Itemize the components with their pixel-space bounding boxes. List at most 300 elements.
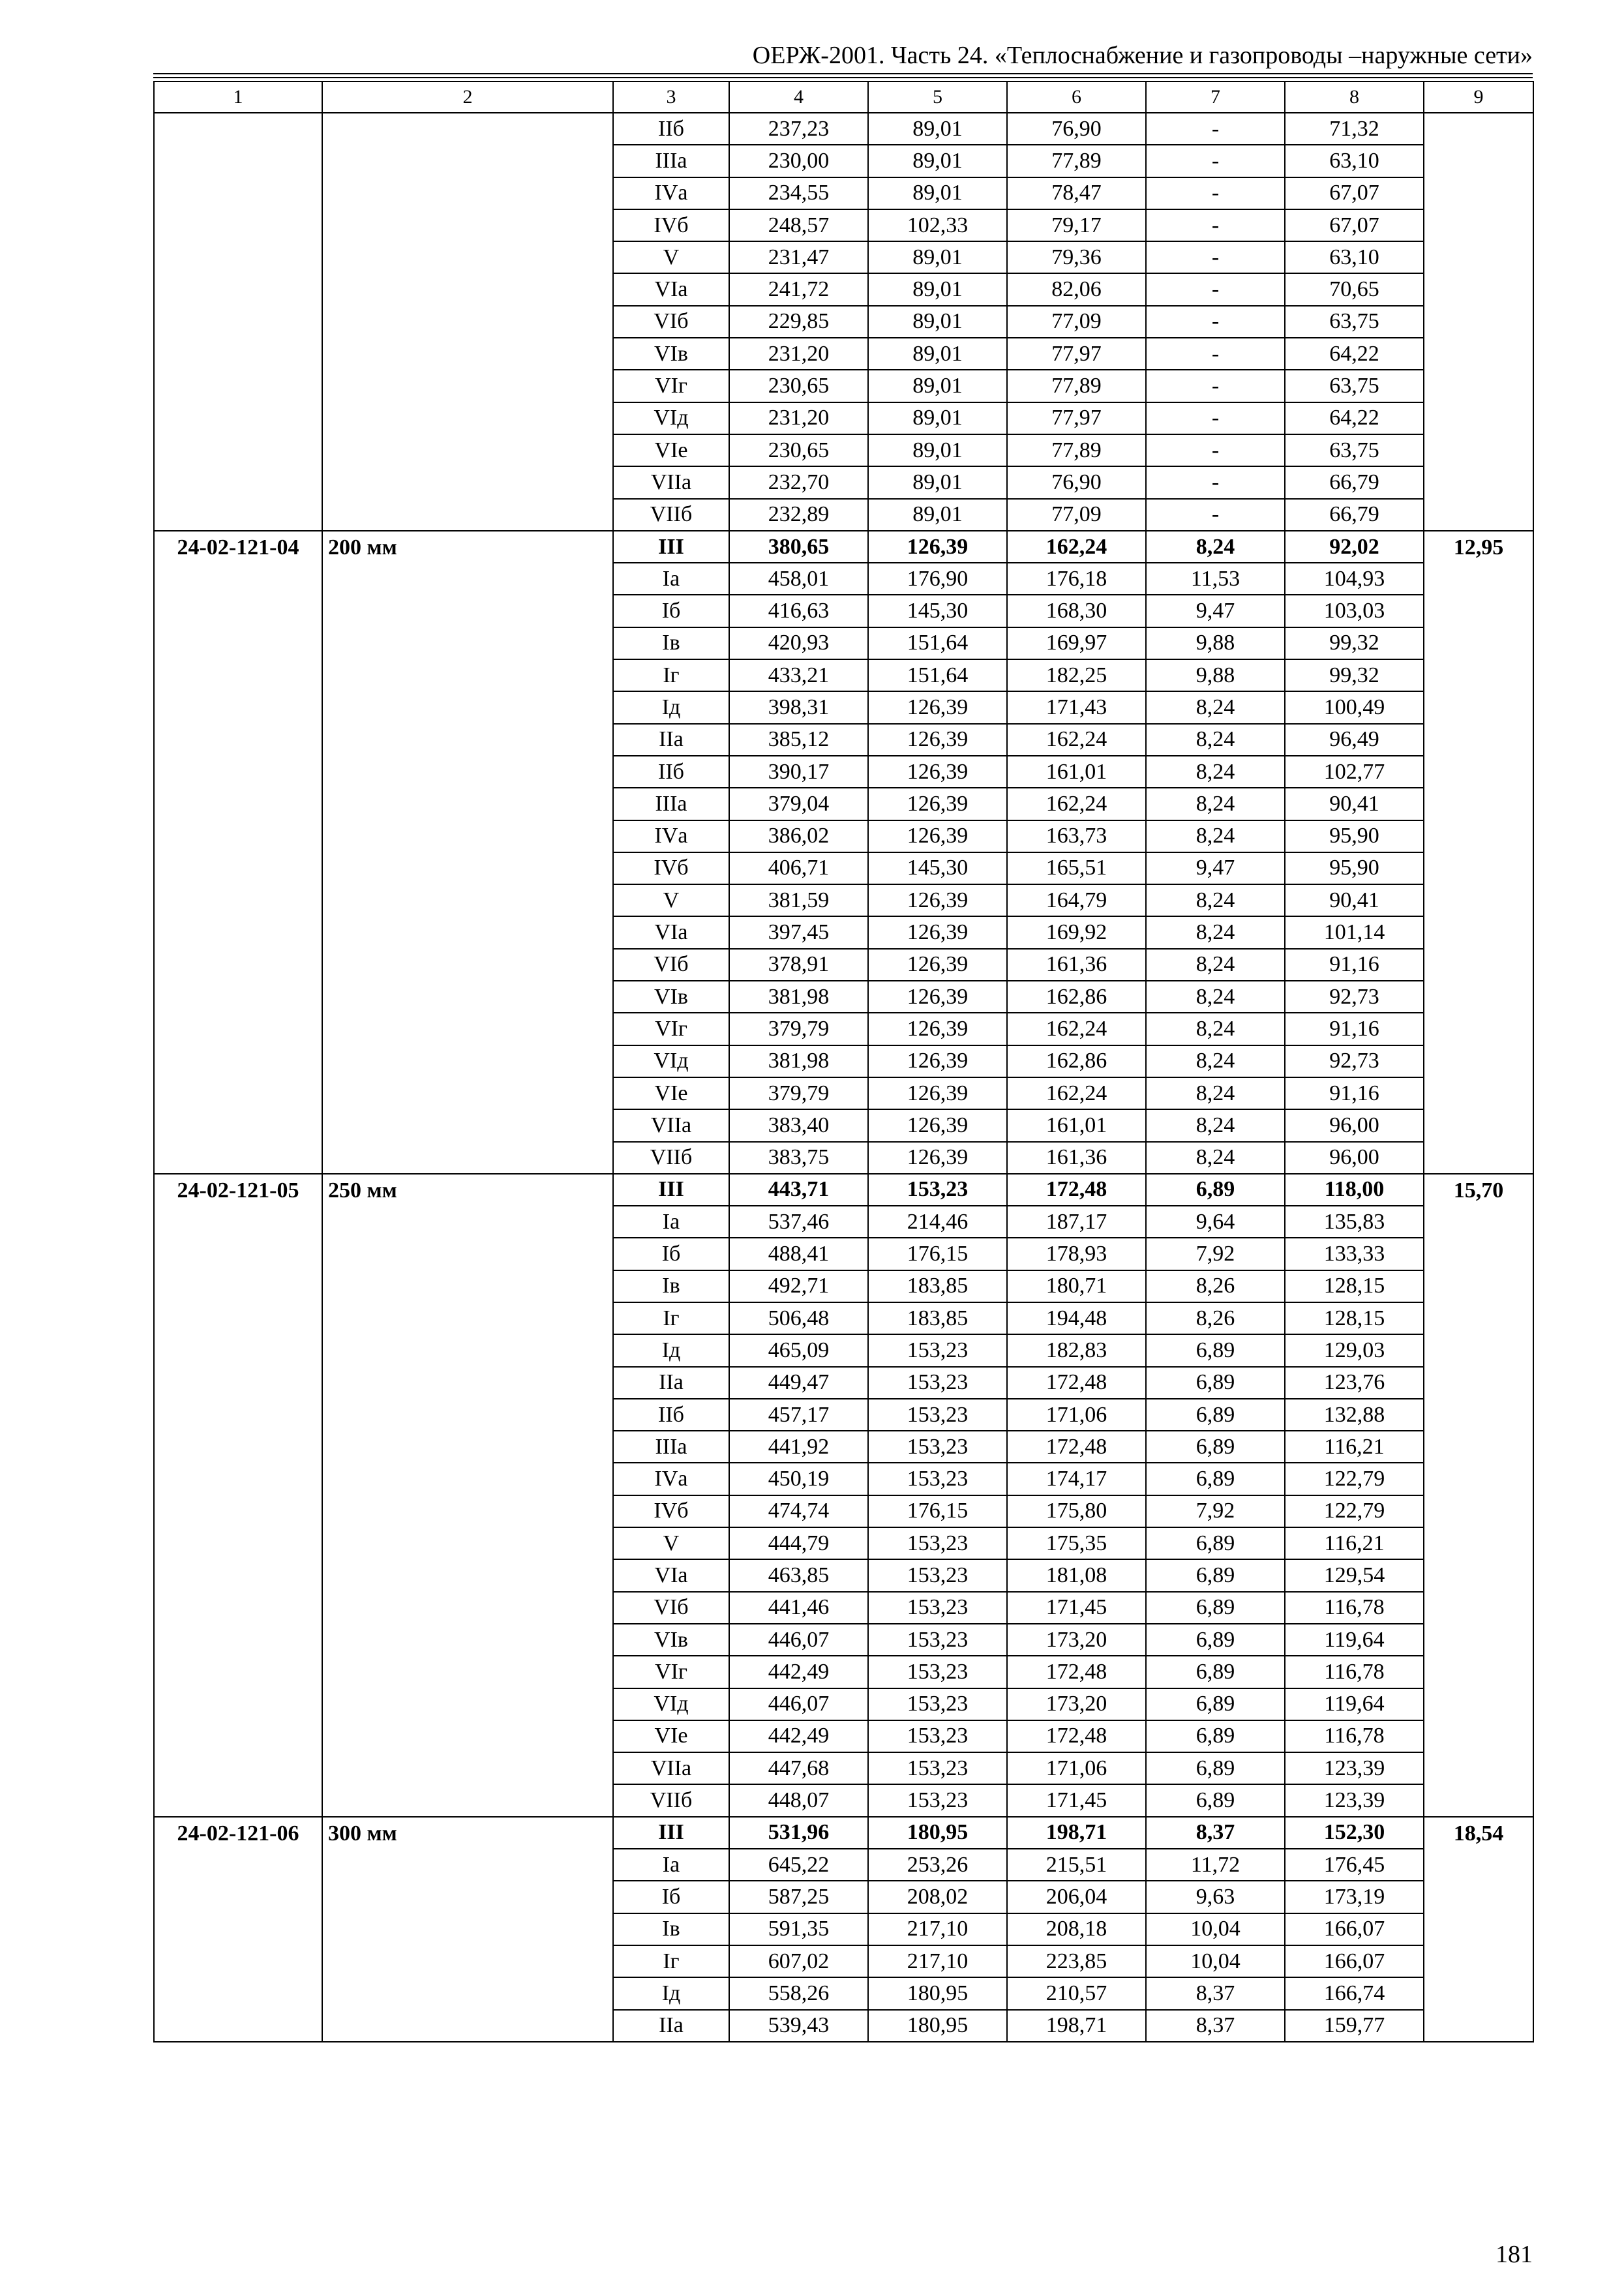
cell-driver-wages: 8,24 [1146, 820, 1285, 852]
cell-driver-wages: 8,24 [1146, 788, 1285, 820]
pipe-diameter-cell [322, 113, 613, 531]
cell-wages: 126,39 [868, 981, 1007, 1013]
cell-category: VIIа [613, 1109, 729, 1141]
cell-wages: 126,39 [868, 788, 1007, 820]
cell-wages: 217,10 [868, 1913, 1007, 1945]
cell-total-cost: 230,65 [729, 370, 868, 402]
cell-wages: 153,23 [868, 1559, 1007, 1591]
cell-driver-wages: 6,89 [1146, 1367, 1285, 1399]
cell-wages: 180,95 [868, 2010, 1007, 2042]
cell-wages: 89,01 [868, 434, 1007, 466]
cell-total-cost: 381,98 [729, 981, 868, 1013]
cell-wages: 153,23 [868, 1174, 1007, 1206]
cell-driver-wages: 8,24 [1146, 756, 1285, 788]
cell-driver-wages: 6,89 [1146, 1624, 1285, 1656]
cell-materials: 99,32 [1285, 659, 1424, 691]
cell-category: VIд [613, 402, 729, 434]
column-number-row [154, 82, 1533, 113]
cell-wages: 126,39 [868, 1045, 1007, 1077]
cell-driver-wages: - [1146, 402, 1285, 434]
cell-total-cost: 446,07 [729, 1688, 868, 1720]
cell-materials: 66,79 [1285, 499, 1424, 531]
cell-wages: 145,30 [868, 595, 1007, 627]
rates-table [153, 81, 1534, 2042]
cell-materials: 159,77 [1285, 2010, 1424, 2042]
cell-materials: 119,64 [1285, 1688, 1424, 1720]
cell-category: VIв [613, 338, 729, 370]
cell-wages: 126,39 [868, 820, 1007, 852]
cell-driver-wages: 7,92 [1146, 1238, 1285, 1270]
cell-category: VIе [613, 1720, 729, 1752]
cell-total-cost: 248,57 [729, 209, 868, 241]
cell-total-cost: 457,17 [729, 1399, 868, 1431]
cell-wages: 176,15 [868, 1495, 1007, 1527]
cell-materials: 176,45 [1285, 1849, 1424, 1881]
cell-total-cost: 381,59 [729, 884, 868, 916]
column-number-cell: 7 [1146, 82, 1285, 113]
cell-machine-cost: 77,89 [1007, 145, 1146, 177]
cell-machine-cost: 162,24 [1007, 724, 1146, 756]
cell-wages: 89,01 [868, 145, 1007, 177]
cell-total-cost: 383,75 [729, 1142, 868, 1174]
cell-machine-cost: 162,86 [1007, 981, 1146, 1013]
cell-driver-wages: 8,24 [1146, 691, 1285, 723]
cell-driver-wages: - [1146, 499, 1285, 531]
cell-category: IVб [613, 852, 729, 884]
cell-machine-cost: 76,90 [1007, 113, 1146, 145]
cell-total-cost: 398,31 [729, 691, 868, 723]
cell-materials: 116,21 [1285, 1431, 1424, 1463]
cell-category: VIа [613, 1559, 729, 1591]
cell-wages: 153,23 [868, 1334, 1007, 1366]
cell-category: Iа [613, 1849, 729, 1881]
cell-machine-cost: 173,20 [1007, 1624, 1146, 1656]
cell-category: VIд [613, 1688, 729, 1720]
table-row [154, 531, 1533, 563]
cell-category: VIIб [613, 499, 729, 531]
cell-machine-cost: 79,17 [1007, 209, 1146, 241]
cell-category: Iб [613, 595, 729, 627]
cell-machine-cost: 79,36 [1007, 241, 1146, 273]
cell-category: VIв [613, 1624, 729, 1656]
cell-driver-wages: 9,64 [1146, 1206, 1285, 1238]
cell-materials: 118,00 [1285, 1174, 1424, 1206]
cell-total-cost: 232,70 [729, 466, 868, 498]
cell-wages: 89,01 [868, 306, 1007, 338]
cell-machine-cost: 162,24 [1007, 531, 1146, 563]
cell-machine-cost: 76,90 [1007, 466, 1146, 498]
cell-driver-wages: 8,24 [1146, 981, 1285, 1013]
cell-machine-cost: 178,93 [1007, 1238, 1146, 1270]
cell-materials: 173,19 [1285, 1881, 1424, 1913]
cell-total-cost: 442,49 [729, 1720, 868, 1752]
cell-total-cost: 465,09 [729, 1334, 868, 1366]
cell-machine-cost: 171,06 [1007, 1752, 1146, 1784]
cell-machine-cost: 162,24 [1007, 1013, 1146, 1045]
cell-category: VIIб [613, 1784, 729, 1816]
cell-machine-cost: 210,57 [1007, 1977, 1146, 2009]
cell-total-cost: 587,25 [729, 1881, 868, 1913]
cell-wages: 153,23 [868, 1431, 1007, 1463]
cell-machine-cost: 171,45 [1007, 1592, 1146, 1624]
cell-materials: 92,73 [1285, 981, 1424, 1013]
cell-driver-wages: 8,24 [1146, 1045, 1285, 1077]
cell-wages: 183,85 [868, 1270, 1007, 1302]
cell-wages: 89,01 [868, 241, 1007, 273]
cell-category: VIг [613, 1656, 729, 1688]
cell-machine-cost: 174,17 [1007, 1463, 1146, 1495]
cell-materials: 63,75 [1285, 370, 1424, 402]
cell-machine-cost: 161,01 [1007, 1109, 1146, 1141]
cell-driver-wages: - [1146, 209, 1285, 241]
cell-category: Iд [613, 1334, 729, 1366]
cell-total-cost: 420,93 [729, 627, 868, 659]
cell-total-cost: 443,71 [729, 1174, 868, 1206]
cell-driver-wages: 8,24 [1146, 1109, 1285, 1141]
cell-driver-wages: 6,89 [1146, 1527, 1285, 1559]
cell-total-cost: 433,21 [729, 659, 868, 691]
cell-category: Iг [613, 1302, 729, 1334]
cell-wages: 89,01 [868, 402, 1007, 434]
cell-wages: 89,01 [868, 466, 1007, 498]
cell-total-cost: 591,35 [729, 1913, 868, 1945]
cell-wages: 89,01 [868, 370, 1007, 402]
column-number-cell: 4 [729, 82, 868, 113]
cell-total-cost: 241,72 [729, 273, 868, 305]
cell-materials: 101,14 [1285, 916, 1424, 948]
cell-driver-wages: 8,37 [1146, 1817, 1285, 1849]
cell-total-cost: 645,22 [729, 1849, 868, 1881]
cell-category: IIа [613, 2010, 729, 2042]
cell-total-cost: 386,02 [729, 820, 868, 852]
cell-materials: 129,54 [1285, 1559, 1424, 1591]
labor-total-cell: 15,70 [1424, 1174, 1533, 1817]
cell-materials: 92,02 [1285, 531, 1424, 563]
cell-category: IIIа [613, 1431, 729, 1463]
cell-wages: 126,39 [868, 724, 1007, 756]
cell-driver-wages: 8,24 [1146, 884, 1285, 916]
cell-total-cost: 379,79 [729, 1077, 868, 1109]
cell-machine-cost: 77,97 [1007, 402, 1146, 434]
cell-driver-wages: 6,89 [1146, 1656, 1285, 1688]
column-number-cell: 6 [1007, 82, 1146, 113]
cell-materials: 166,07 [1285, 1945, 1424, 1977]
cell-materials: 103,03 [1285, 595, 1424, 627]
cell-machine-cost: 171,43 [1007, 691, 1146, 723]
cell-wages: 153,23 [868, 1624, 1007, 1656]
cell-driver-wages: 6,89 [1146, 1431, 1285, 1463]
cell-driver-wages: 9,88 [1146, 659, 1285, 691]
cell-category: VIа [613, 273, 729, 305]
cell-materials: 71,32 [1285, 113, 1424, 145]
cell-category: VIIа [613, 1752, 729, 1784]
cell-machine-cost: 165,51 [1007, 852, 1146, 884]
cell-driver-wages: 8,24 [1146, 724, 1285, 756]
cell-total-cost: 492,71 [729, 1270, 868, 1302]
cell-total-cost: 397,45 [729, 916, 868, 948]
cell-category: VIа [613, 916, 729, 948]
cell-wages: 126,39 [868, 531, 1007, 563]
pipe-diameter-cell: 200 мм [322, 531, 613, 1174]
cell-wages: 126,39 [868, 1109, 1007, 1141]
cell-materials: 152,30 [1285, 1817, 1424, 1849]
cell-driver-wages: 8,24 [1146, 916, 1285, 948]
cell-category: VIе [613, 1077, 729, 1109]
cell-total-cost: 406,71 [729, 852, 868, 884]
cell-driver-wages: - [1146, 113, 1285, 145]
cell-category: V [613, 884, 729, 916]
cell-materials: 70,65 [1285, 273, 1424, 305]
cell-total-cost: 231,20 [729, 338, 868, 370]
cell-category: Iв [613, 627, 729, 659]
cell-total-cost: 381,98 [729, 1045, 868, 1077]
cell-wages: 183,85 [868, 1302, 1007, 1334]
cell-materials: 64,22 [1285, 338, 1424, 370]
cell-total-cost: 539,43 [729, 2010, 868, 2042]
cell-wages: 153,23 [868, 1688, 1007, 1720]
cell-total-cost: 458,01 [729, 563, 868, 595]
cell-total-cost: 474,74 [729, 1495, 868, 1527]
cell-materials: 102,77 [1285, 756, 1424, 788]
cell-driver-wages: 9,63 [1146, 1881, 1285, 1913]
cell-total-cost: 231,47 [729, 241, 868, 273]
cell-driver-wages: - [1146, 338, 1285, 370]
cell-wages: 153,23 [868, 1752, 1007, 1784]
cell-wages: 153,23 [868, 1784, 1007, 1816]
column-number-cell: 5 [868, 82, 1007, 113]
cell-category: IVа [613, 1463, 729, 1495]
cell-category: VIд [613, 1045, 729, 1077]
cell-machine-cost: 163,73 [1007, 820, 1146, 852]
cell-wages: 153,23 [868, 1463, 1007, 1495]
cell-total-cost: 385,12 [729, 724, 868, 756]
cell-wages: 126,39 [868, 1142, 1007, 1174]
cell-wages: 153,23 [868, 1592, 1007, 1624]
cell-machine-cost: 77,89 [1007, 370, 1146, 402]
cell-total-cost: 488,41 [729, 1238, 868, 1270]
cell-total-cost: 230,65 [729, 434, 868, 466]
cell-category: Iг [613, 1945, 729, 1977]
cell-materials: 96,00 [1285, 1109, 1424, 1141]
cell-driver-wages: 6,89 [1146, 1688, 1285, 1720]
cell-wages: 89,01 [868, 113, 1007, 145]
cell-machine-cost: 162,24 [1007, 1077, 1146, 1109]
column-number-cell: 3 [613, 82, 729, 113]
cell-materials: 96,00 [1285, 1142, 1424, 1174]
cell-total-cost: 531,96 [729, 1817, 868, 1849]
cell-category: IIIа [613, 788, 729, 820]
cell-materials: 92,73 [1285, 1045, 1424, 1077]
cell-total-cost: 441,46 [729, 1592, 868, 1624]
cell-driver-wages: - [1146, 241, 1285, 273]
column-number-cell: 2 [322, 82, 613, 113]
cell-machine-cost: 182,25 [1007, 659, 1146, 691]
cell-category: IIIа [613, 145, 729, 177]
cell-materials: 123,39 [1285, 1752, 1424, 1784]
cell-machine-cost: 215,51 [1007, 1849, 1146, 1881]
cell-machine-cost: 77,09 [1007, 306, 1146, 338]
cell-wages: 153,23 [868, 1720, 1007, 1752]
cell-wages: 126,39 [868, 949, 1007, 981]
labor-total-cell: 12,95 [1424, 531, 1533, 1174]
cell-total-cost: 234,55 [729, 177, 868, 209]
cell-category: VIб [613, 1592, 729, 1624]
cell-driver-wages: 6,89 [1146, 1399, 1285, 1431]
cell-category: IIа [613, 1367, 729, 1399]
cell-materials: 91,16 [1285, 949, 1424, 981]
cell-driver-wages: 8,37 [1146, 1977, 1285, 2009]
cell-wages: 180,95 [868, 1817, 1007, 1849]
cell-driver-wages: 8,24 [1146, 531, 1285, 563]
cell-machine-cost: 194,48 [1007, 1302, 1146, 1334]
cell-materials: 166,74 [1285, 1977, 1424, 2009]
cell-materials: 91,16 [1285, 1077, 1424, 1109]
cell-category: IIб [613, 756, 729, 788]
cell-driver-wages: - [1146, 177, 1285, 209]
cell-category: VIв [613, 981, 729, 1013]
cell-total-cost: 450,19 [729, 1463, 868, 1495]
cell-category: VIб [613, 949, 729, 981]
cell-materials: 116,78 [1285, 1656, 1424, 1688]
cell-total-cost: 416,63 [729, 595, 868, 627]
cell-machine-cost: 77,09 [1007, 499, 1146, 531]
header-rule [153, 73, 1533, 74]
cell-wages: 153,23 [868, 1656, 1007, 1688]
rate-code-cell [154, 113, 322, 531]
cell-wages: 217,10 [868, 1945, 1007, 1977]
cell-category: IIб [613, 1399, 729, 1431]
cell-wages: 153,23 [868, 1399, 1007, 1431]
cell-materials: 66,79 [1285, 466, 1424, 498]
cell-materials: 95,90 [1285, 820, 1424, 852]
cell-materials: 100,49 [1285, 691, 1424, 723]
cell-machine-cost: 162,24 [1007, 788, 1146, 820]
cell-total-cost: 506,48 [729, 1302, 868, 1334]
cell-wages: 89,01 [868, 273, 1007, 305]
cell-total-cost: 237,23 [729, 113, 868, 145]
cell-total-cost: 232,89 [729, 499, 868, 531]
cell-machine-cost: 172,48 [1007, 1656, 1146, 1688]
cell-wages: 89,01 [868, 177, 1007, 209]
cell-total-cost: 447,68 [729, 1752, 868, 1784]
cell-category: Iб [613, 1881, 729, 1913]
cell-driver-wages: 10,04 [1146, 1945, 1285, 1977]
cell-machine-cost: 198,71 [1007, 1817, 1146, 1849]
cell-wages: 151,64 [868, 627, 1007, 659]
cell-materials: 119,64 [1285, 1624, 1424, 1656]
cell-machine-cost: 161,01 [1007, 756, 1146, 788]
cell-category: VIIа [613, 466, 729, 498]
cell-materials: 63,75 [1285, 306, 1424, 338]
cell-wages: 153,23 [868, 1527, 1007, 1559]
cell-materials: 90,41 [1285, 884, 1424, 916]
cell-category: III [613, 1174, 729, 1206]
cell-driver-wages: 10,04 [1146, 1913, 1285, 1945]
cell-driver-wages: - [1146, 434, 1285, 466]
cell-total-cost: 229,85 [729, 306, 868, 338]
cell-driver-wages: - [1146, 370, 1285, 402]
cell-machine-cost: 172,48 [1007, 1720, 1146, 1752]
cell-materials: 95,90 [1285, 852, 1424, 884]
cell-materials: 116,21 [1285, 1527, 1424, 1559]
cell-materials: 96,49 [1285, 724, 1424, 756]
cell-materials: 122,79 [1285, 1463, 1424, 1495]
cell-category: V [613, 241, 729, 273]
cell-driver-wages: 7,92 [1146, 1495, 1285, 1527]
cell-total-cost: 380,65 [729, 531, 868, 563]
cell-wages: 126,39 [868, 916, 1007, 948]
cell-category: IVа [613, 820, 729, 852]
cell-category: VIг [613, 1013, 729, 1045]
cell-wages: 89,01 [868, 499, 1007, 531]
cell-materials: 90,41 [1285, 788, 1424, 820]
cell-total-cost: 558,26 [729, 1977, 868, 2009]
cell-machine-cost: 172,48 [1007, 1174, 1146, 1206]
cell-machine-cost: 169,97 [1007, 627, 1146, 659]
cell-total-cost: 444,79 [729, 1527, 868, 1559]
cell-materials: 123,76 [1285, 1367, 1424, 1399]
cell-total-cost: 379,04 [729, 788, 868, 820]
cell-machine-cost: 169,92 [1007, 916, 1146, 948]
cell-driver-wages: - [1146, 273, 1285, 305]
cell-total-cost: 607,02 [729, 1945, 868, 1977]
cell-category: IIа [613, 724, 729, 756]
rate-code-cell: 24-02-121-06 [154, 1817, 322, 2042]
cell-machine-cost: 168,30 [1007, 595, 1146, 627]
cell-machine-cost: 208,18 [1007, 1913, 1146, 1945]
cell-driver-wages: 6,89 [1146, 1174, 1285, 1206]
cell-driver-wages: 8,24 [1146, 949, 1285, 981]
cell-total-cost: 463,85 [729, 1559, 868, 1591]
cell-driver-wages: 8,24 [1146, 1013, 1285, 1045]
cell-total-cost: 383,40 [729, 1109, 868, 1141]
cell-category: III [613, 531, 729, 563]
cell-total-cost: 441,92 [729, 1431, 868, 1463]
cell-category: Iд [613, 1977, 729, 2009]
cell-machine-cost: 176,18 [1007, 563, 1146, 595]
cell-wages: 153,23 [868, 1367, 1007, 1399]
cell-total-cost: 231,20 [729, 402, 868, 434]
column-number-cell: 9 [1424, 82, 1533, 113]
pipe-diameter-cell: 300 мм [322, 1817, 613, 2042]
cell-materials: 132,88 [1285, 1399, 1424, 1431]
cell-driver-wages: - [1146, 466, 1285, 498]
cell-wages: 214,46 [868, 1206, 1007, 1238]
cell-category: Iд [613, 691, 729, 723]
cell-category: VIе [613, 434, 729, 466]
cell-wages: 145,30 [868, 852, 1007, 884]
cell-driver-wages: 6,89 [1146, 1752, 1285, 1784]
cell-category: III [613, 1817, 729, 1849]
cell-category: Iв [613, 1270, 729, 1302]
cell-total-cost: 378,91 [729, 949, 868, 981]
cell-driver-wages: 8,37 [1146, 2010, 1285, 2042]
cell-materials: 67,07 [1285, 177, 1424, 209]
cell-driver-wages: 6,89 [1146, 1559, 1285, 1591]
cell-driver-wages: 9,47 [1146, 852, 1285, 884]
cell-category: Iа [613, 563, 729, 595]
cell-materials: 99,32 [1285, 627, 1424, 659]
cell-driver-wages: 8,26 [1146, 1302, 1285, 1334]
cell-machine-cost: 198,71 [1007, 2010, 1146, 2042]
cell-machine-cost: 223,85 [1007, 1945, 1146, 1977]
cell-wages: 126,39 [868, 756, 1007, 788]
cell-machine-cost: 172,48 [1007, 1367, 1146, 1399]
cell-wages: 102,33 [868, 209, 1007, 241]
cell-materials: 116,78 [1285, 1720, 1424, 1752]
cell-category: IVб [613, 1495, 729, 1527]
pipe-diameter-cell: 250 мм [322, 1174, 613, 1817]
